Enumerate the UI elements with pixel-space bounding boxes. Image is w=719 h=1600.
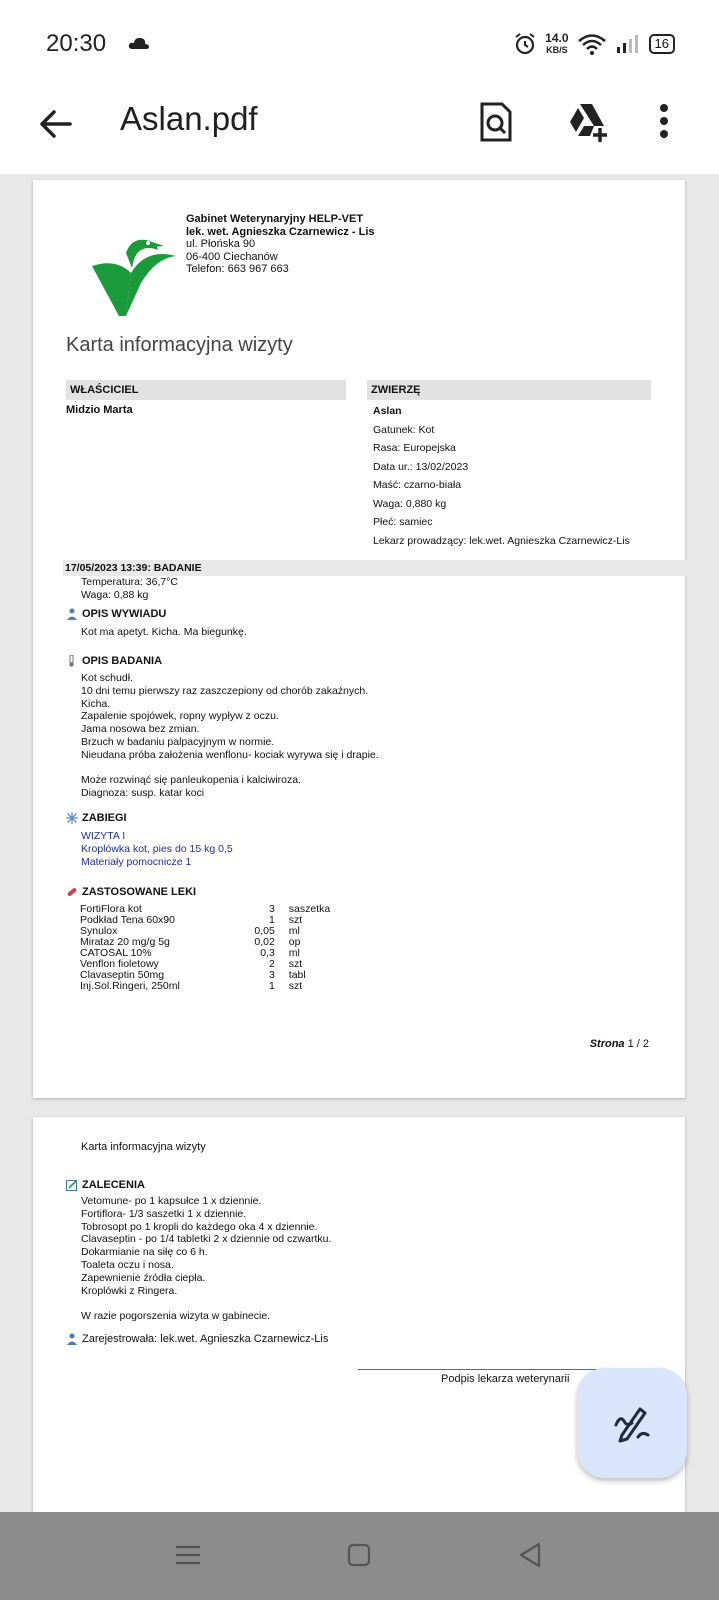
med-name: Synulox	[80, 925, 118, 937]
more-vert-icon[interactable]	[654, 100, 674, 144]
exam-title: OPIS BADANIA	[82, 655, 163, 667]
med-unit: op	[288, 936, 301, 948]
recommendation-line: Zapewnienie źródła ciepła.	[81, 1271, 206, 1284]
med-name: CATOSAL 10%	[80, 947, 152, 959]
med-name: FortiFlora kot	[80, 903, 142, 915]
owner-header: WŁAŚCICIEL	[66, 380, 346, 400]
signature-label: Podpis lekarza weterynarii	[441, 1373, 570, 1385]
registered-by-text: Zarejestrowała: lek.wet. Agnieszka Czarnewicz-Lis	[82, 1333, 329, 1345]
owner-name: Midzio Marta	[66, 404, 133, 416]
signal-icon	[615, 33, 641, 55]
recommendations-list	[81, 1195, 331, 1323]
search-document-icon[interactable]	[474, 100, 518, 144]
exam-line: 10 dni temu pierwszy raz zaszczepiony od chorób zakaźnych.	[81, 684, 369, 697]
document-heading: Karta informacyjna wizyty	[66, 334, 293, 356]
animal-name: Aslan	[373, 405, 402, 417]
recommendation-line	[81, 1297, 331, 1310]
recommendations-section-title	[66, 1179, 145, 1191]
procedure-item: Materiały pomocnicze 1	[81, 855, 192, 868]
procedure-icon	[66, 812, 78, 824]
clinic-phone: Telefon: 663 967 663	[186, 263, 289, 275]
add-to-drive-icon[interactable]	[566, 100, 610, 144]
medications-section-title	[66, 886, 196, 898]
recommendation-line: Dokarmianie na siłę co 6 h.	[81, 1246, 208, 1259]
med-qty: 1	[268, 980, 275, 992]
procedures-section-title	[66, 812, 127, 824]
med-name: Clavaseptin 50mg	[80, 969, 165, 981]
doctor-icon	[66, 1333, 78, 1345]
med-qty: 0,05	[254, 925, 275, 937]
exam-line: Diagnoza: susp. katar koci	[81, 787, 205, 800]
animal-species: Gatunek: Kot	[373, 423, 435, 436]
animal-birth: Data ur.: 13/02/2023	[373, 460, 469, 473]
procedure-item: WIZYTA I	[81, 830, 126, 842]
animal-weight: Waga: 0,880 kg	[373, 497, 447, 510]
animal-color: Maść: czarno-biała	[373, 479, 462, 491]
thermometer-icon	[66, 655, 78, 667]
med-qty: 0,02	[254, 936, 275, 948]
page-number	[590, 1038, 649, 1050]
animal-breed: Rasa: Europejska	[373, 442, 456, 454]
visit-vitals	[81, 576, 178, 602]
pdf-page-2[interactable]	[33, 1117, 685, 1537]
registered-by	[66, 1333, 328, 1345]
interview-title: OPIS WYWIADU	[82, 608, 167, 620]
med-name: Venflon fioletowy	[80, 958, 159, 970]
visit-header: 17/05/2023 13:39: BADANIE	[63, 560, 695, 576]
back-arrow-icon[interactable]	[36, 104, 76, 144]
app-bar	[0, 86, 719, 174]
med-name: Inj.Sol.Ringeri, 250ml	[80, 980, 180, 992]
recommendation-line: Fortiflora- 1/3 saszetki 1 x dziennie.	[81, 1207, 247, 1220]
recommendation-line: Clavaseptin - po 1/4 tabletki 2 x dziennie od czwartku.	[81, 1233, 332, 1246]
recommendation-line: W razie pogorszenia wizyta w gabinecie.	[81, 1310, 271, 1323]
clinic-street: ul. Płońska 90	[186, 238, 256, 250]
back-triangle-icon[interactable]	[514, 1538, 548, 1572]
visit-temperature: Temperatura: 36,7°C	[81, 576, 178, 588]
med-name: Mirataz 20 mg/g 5g	[80, 936, 170, 948]
animal-doctor: Lekarz prowadzący: lek.wet. Agnieszka Czarnewicz-Lis	[373, 534, 630, 547]
clinic-city: 06-400 Ciechanów	[186, 250, 278, 263]
home-square-icon[interactable]	[342, 1538, 376, 1572]
net-speed-unit: KB/S	[546, 45, 568, 55]
page-number-label: Strona	[589, 1038, 625, 1050]
medication-row	[80, 981, 330, 992]
pdf-page-1[interactable]	[33, 180, 685, 1098]
procedures-list	[81, 830, 233, 868]
person-icon	[66, 608, 78, 620]
clinic-name: Gabinet Weterynaryjny HELP-VET	[186, 213, 364, 225]
edit-annotate-icon	[610, 1401, 654, 1445]
med-unit: ml	[288, 947, 300, 959]
net-speed-value: 14.0	[545, 31, 569, 45]
procedure-item: Kroplówka kot, pies do 15 kg 0,5	[81, 842, 233, 855]
page-number-value: 1 / 2	[627, 1038, 649, 1050]
animal-header: ZWIERZĘ	[367, 380, 651, 400]
med-qty: 0,3	[260, 947, 275, 959]
med-qty: 3	[268, 903, 275, 915]
exam-line: Kot schudł.	[81, 672, 133, 684]
med-unit: saszetka	[288, 903, 331, 915]
annotate-button[interactable]	[577, 1368, 687, 1478]
exam-section-title	[66, 655, 162, 667]
page2-title: Karta informacyjna wizyty	[81, 1141, 206, 1153]
recommendation-line: Vetomune- po 1 kapsułce 1 x dziennie.	[81, 1195, 262, 1207]
med-unit: ml	[288, 925, 300, 937]
med-unit: szt	[288, 980, 303, 992]
exam-line: Nieudana próba założenia wenflonu- kociak wyrywa się i drapie.	[81, 748, 379, 761]
med-unit: szt	[288, 958, 303, 970]
med-qty: 3	[268, 969, 275, 981]
medications-table	[80, 904, 330, 992]
exam-line: Może rozwinąć się panleukopenia i kalciwiroza.	[81, 774, 302, 787]
pill-icon	[66, 886, 78, 898]
med-qty: 2	[268, 958, 275, 970]
battery-icon: 16	[649, 34, 675, 54]
recommendations-title: ZALECENIA	[82, 1179, 145, 1191]
med-unit: tabl	[288, 969, 306, 981]
med-name: Podkład Tena 60x90	[80, 914, 175, 926]
recommendation-line: Toaleta oczu i nosa.	[81, 1258, 174, 1271]
menu-icon[interactable]	[171, 1538, 205, 1572]
interview-text: Kot ma apetyt. Kicha. Ma biegunkę.	[81, 626, 247, 638]
animal-sex: Płeć: samiec	[373, 516, 433, 528]
cloud-icon	[128, 36, 150, 50]
med-qty: 1	[268, 914, 275, 926]
exam-line: Kicha.	[81, 697, 111, 710]
status-time: 20:30	[46, 30, 107, 57]
clinic-logo	[86, 228, 181, 318]
clinic-info	[186, 213, 375, 276]
recommendation-line: Kroplówki z Ringera.	[81, 1284, 178, 1297]
clinic-vet: lek. wet. Agnieszka Czarnewicz - Lis	[186, 225, 375, 238]
recommendation-line: Tobrosopt po 1 kropli do każdego oka 4 x dziennie.	[81, 1220, 318, 1233]
status-bar	[0, 0, 719, 86]
note-pencil-icon	[66, 1179, 78, 1191]
document-title-bar: Aslan.pdf	[120, 100, 258, 137]
animal-details	[373, 402, 630, 550]
medications-title: ZASTOSOWANE LEKI	[82, 886, 197, 898]
procedures-title: ZABIEGI	[82, 812, 127, 824]
system-nav-bar	[0, 1512, 719, 1600]
exam-line: Jama nosowa bez zmian.	[81, 723, 200, 736]
exam-text	[81, 672, 379, 800]
exam-line: Brzuch w badaniu palpacyjnym w normie.	[81, 735, 275, 748]
alarm-icon	[513, 32, 537, 56]
exam-line	[81, 762, 379, 775]
exam-line: Zapalenie spojówek, ropny wypływ z oczu.	[81, 710, 279, 723]
wifi-icon	[577, 32, 607, 56]
med-unit: szt	[288, 914, 303, 926]
network-speed	[545, 32, 568, 56]
interview-section-title	[66, 608, 166, 620]
visit-weight: Waga: 0,88 kg	[81, 589, 149, 601]
